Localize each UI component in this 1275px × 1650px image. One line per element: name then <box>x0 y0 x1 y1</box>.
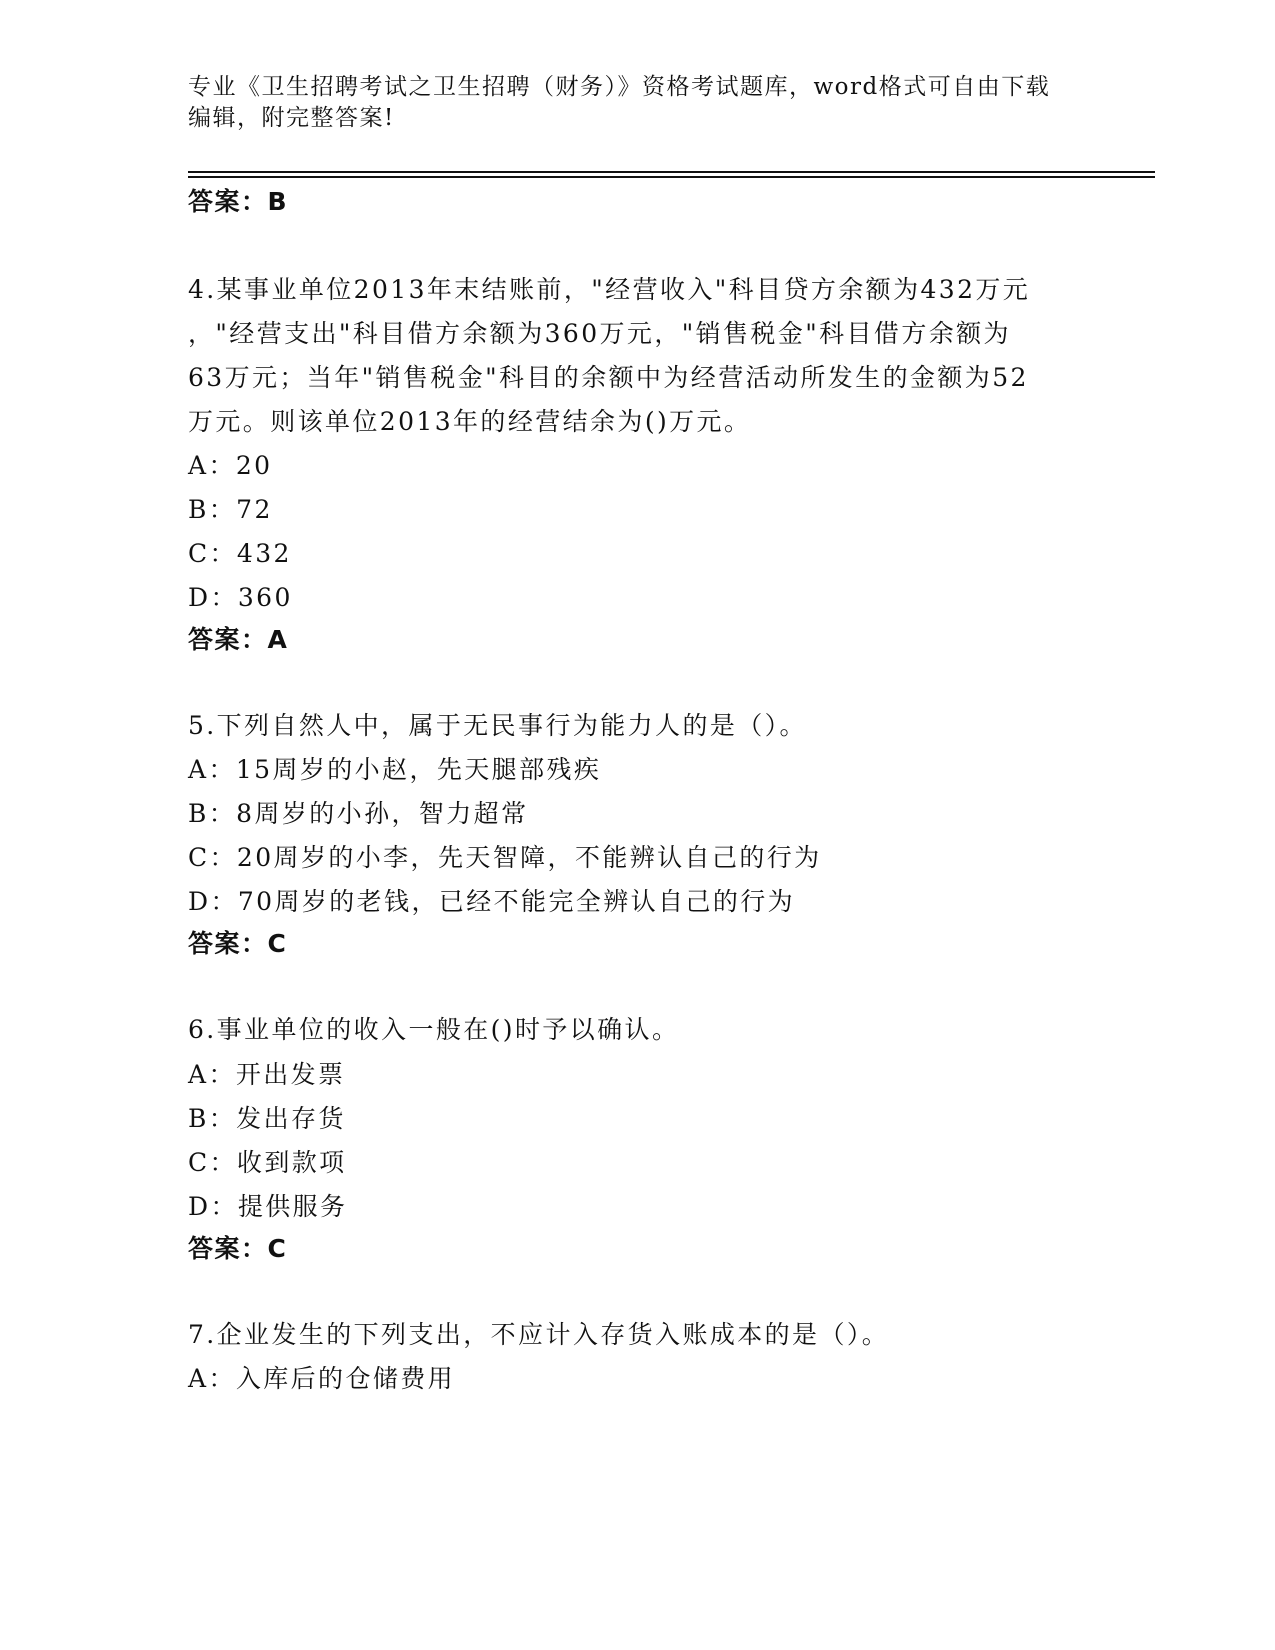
question-4-text-line-1: 4.某事业单位2013年末结账前，"经营收入"科目贷方余额为432万元 <box>188 275 1031 304</box>
header-title-line-1: 专业《卫生招聘考试之卫生招聘（财务）》资格考试题库，word格式可自由下载 <box>188 74 1051 100</box>
question-7-option-a: A：入库后的仓储费用 <box>188 1364 456 1393</box>
question-5-option-c: C：20周岁的小李，先天智障，不能辨认自己的行为 <box>188 843 822 872</box>
question-5-text: 5.下列自然人中，属于无民事行为能力人的是（）。 <box>188 711 807 740</box>
question-4-option-d: D：360 <box>188 583 293 612</box>
header-divider-top <box>188 171 1155 173</box>
question-7-text: 7.企业发生的下列支出，不应计入存货入账成本的是（）。 <box>188 1320 890 1349</box>
question-5-option-d: D：70周岁的老钱，已经不能完全辨认自己的行为 <box>188 887 796 916</box>
header-title-line-2: 编辑，附完整答案! <box>188 105 395 131</box>
question-4-text-line-2: ，"经营支出"科目借方余额为360万元，"销售税金"科目借方余额为 <box>188 319 1011 348</box>
question-5-option-a: A：15周岁的小赵，先天腿部残疾 <box>188 755 602 784</box>
header-divider-bottom <box>188 176 1155 178</box>
question-4-option-c: C：432 <box>188 539 292 568</box>
question-6-option-d: D：提供服务 <box>188 1192 348 1221</box>
question-6-option-a: A：开出发票 <box>188 1060 346 1089</box>
question-4-option-b: B：72 <box>188 495 273 524</box>
question-5-option-b: B：8周岁的小孙，智力超常 <box>188 799 529 828</box>
question-4-answer: 答案：A <box>188 625 289 654</box>
question-6-option-b: B：发出存货 <box>188 1104 346 1133</box>
question-4-option-a: A：20 <box>188 451 273 480</box>
question-6-answer: 答案：C <box>188 1234 288 1263</box>
question-4-text-line-3: 63万元；当年"销售税金"科目的余额中为经营活动所发生的金额为52 <box>188 363 1029 392</box>
previous-question-answer: 答案：B <box>188 187 289 216</box>
question-6-text: 6.事业单位的收入一般在()时予以确认。 <box>188 1015 680 1044</box>
question-6-option-c: C：收到款项 <box>188 1148 347 1177</box>
question-5-answer: 答案：C <box>188 929 288 958</box>
question-4-text-line-4: 万元。则该单位2013年的经营结余为()万元。 <box>188 407 752 436</box>
